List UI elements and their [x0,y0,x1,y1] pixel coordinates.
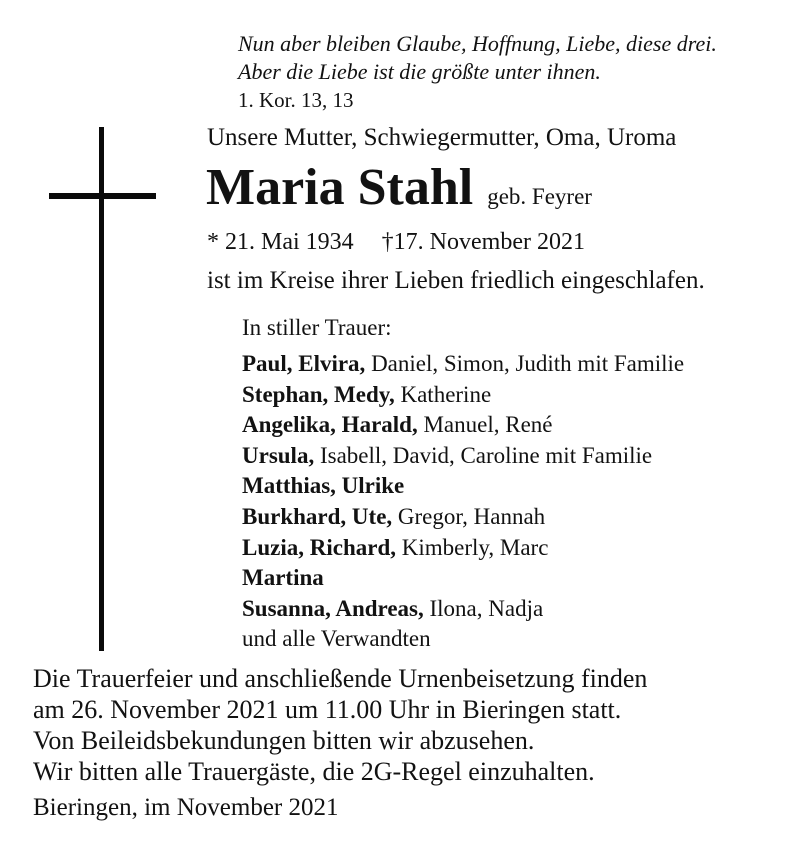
mourner-line: und alle Verwandten [242,626,431,652]
cross-vertical-beam [99,127,104,651]
mourning-heading: In stiller Trauer: [242,315,392,340]
mourner-line: Angelika, Harald, Manuel, René [242,412,553,438]
cross-horizontal-beam [49,193,156,199]
funeral-line: Wir bitten alle Trauergäste, die 2G-Regel einzuhalten. [33,757,595,786]
mourner-line: Luzia, Richard, Kimberly, Marc [242,534,549,560]
life-dates [207,228,585,256]
mourner-line: Stephan, Medy, Katherine [242,381,492,407]
mourner-line: Martina [242,565,324,591]
funeral-line: Die Trauerfeier und anschließende Urnenbeisetzung finden [33,664,648,693]
funeral-line: am 26. November 2021 um 11.00 Uhr in Bieringen statt. [33,695,622,724]
deceased-name-heading [206,159,592,223]
scripture-citation: 1. Kor. 13, 13 [238,88,354,112]
quote-line-2: Aber die Liebe ist die größte unter ihnen. [238,59,601,84]
place-date-line: Bieringen, im November 2021 [33,794,339,821]
mourner-line: Susanna, Andreas, Ilona, Nadja [242,595,544,621]
funeral-line: Von Beileidsbekundungen bitten wir abzusehen. [33,726,535,755]
deceased-name: Maria Stahl [206,159,474,216]
mourner-line: Burkhard, Ute, Gregor, Hannah [242,503,546,529]
death-announcement: ist im Kreise ihrer Lieben friedlich eingeschlafen. [207,267,705,294]
relation-line: Unsere Mutter, Schwiegermutter, Oma, Uroma [207,124,677,151]
funeral-info [33,663,647,787]
maiden-name: geb. Feyrer [487,184,592,209]
mourner-line: Ursula, Isabell, David, Caroline mit Familie [242,442,653,468]
mourner-line: Matthias, Ulrike [242,473,405,499]
mourners-list [242,349,684,655]
death-date: †17. November 2021 [381,229,585,255]
birth-date: * 21. Mai 1934 [207,229,354,255]
mourner-line: Paul, Elvira, Daniel, Simon, Judith mit Familie [242,351,685,376]
quote-line-1: Nun aber bleiben Glaube, Hoffnung, Liebe, diese drei. [238,31,717,56]
scripture-quote [238,30,717,114]
